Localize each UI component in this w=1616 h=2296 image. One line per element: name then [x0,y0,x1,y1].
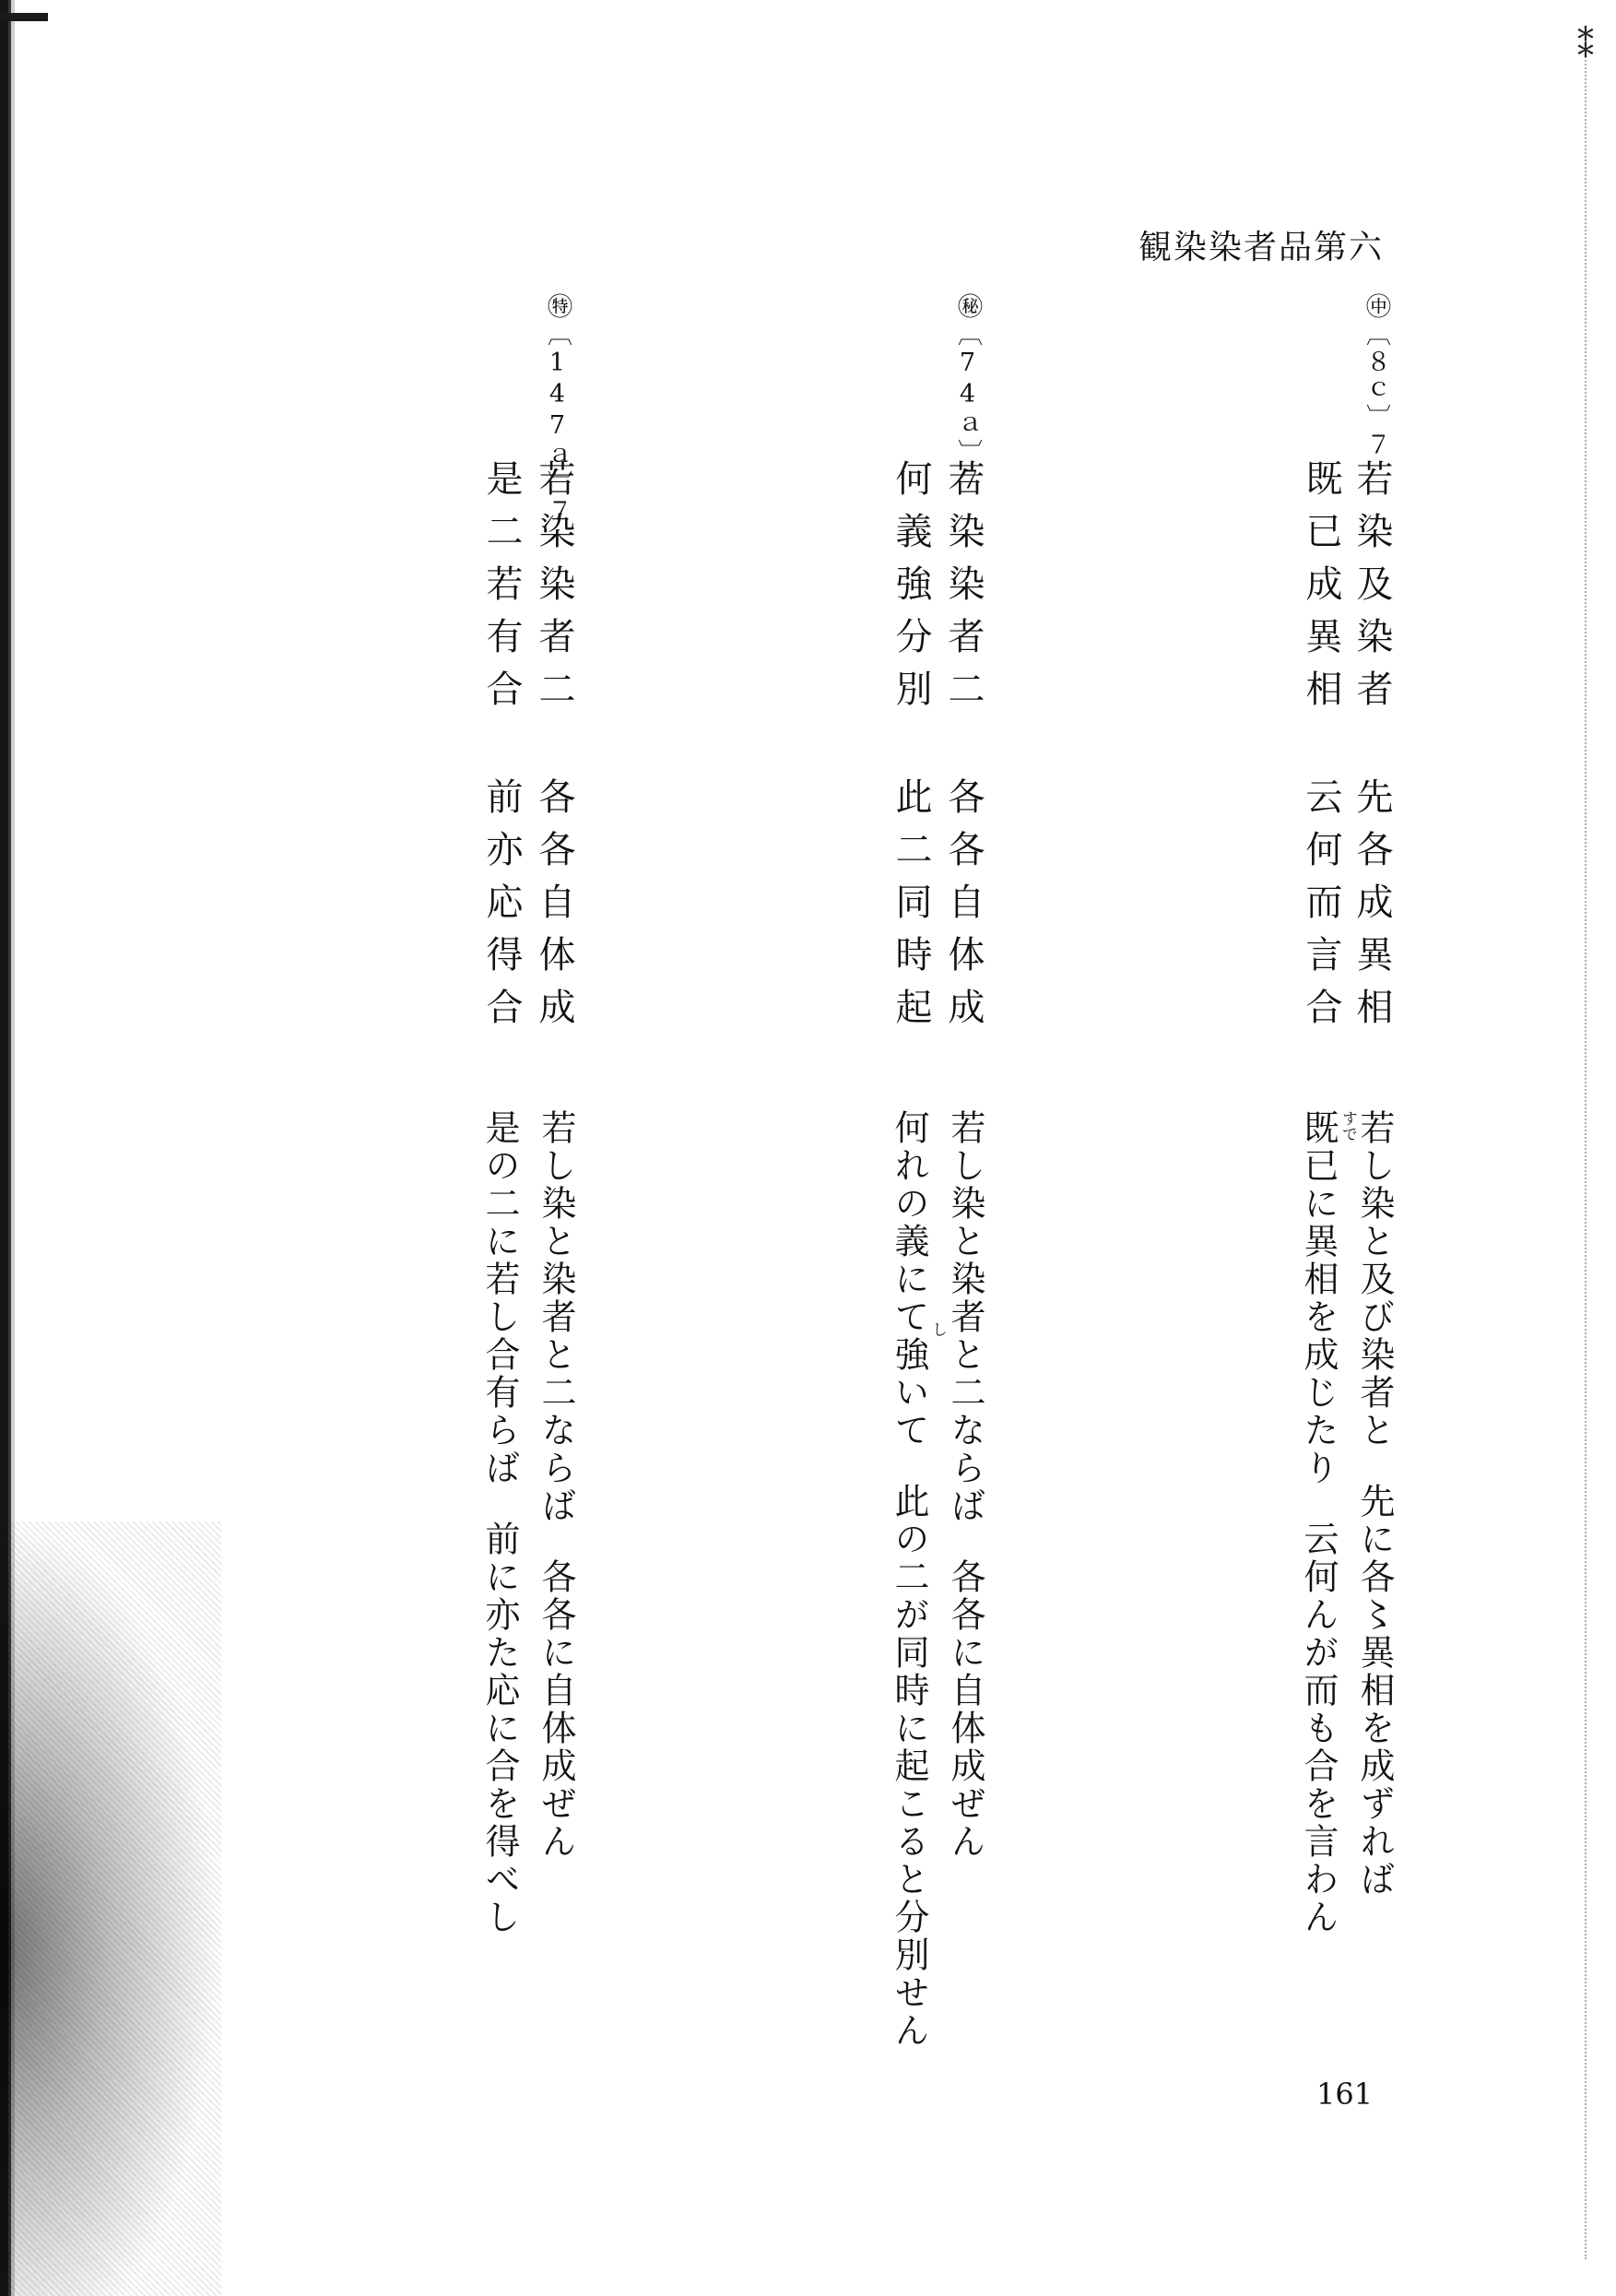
edge-mark: ⁑ [1577,28,1594,65]
section-1-verse-line-2 [1300,459,1342,1040]
verse-half: 前亦応得合 [480,777,523,1040]
verse-half: 是二若有合 [480,459,523,722]
section-3-translation-line-2 [479,1109,520,1936]
furigana: すで [1339,1110,1357,1142]
section-3-ref: ㊕〔147ａ〕７ [543,293,572,526]
translation-half: 各各に自体成ぜん [536,1558,576,1861]
verse-half: 先各成異相 [1351,777,1393,1040]
section-3-translation-line-1 [536,1109,576,1861]
verse-half: 若染染者二 [533,459,575,722]
corner-mark [0,13,48,21]
section-2-verse-line-1 [942,459,985,1040]
section-1-ref: ㊥〔８ｃ〕７ [1362,293,1390,459]
section-3-verse-line-2 [480,459,523,1040]
verse-half: 各各自体成 [533,777,575,1040]
scan-smudge [0,1521,221,2296]
section-2-translation-line-1 [945,1109,985,1861]
verse-half: 何義強分別 [890,459,932,722]
translation-half: 云何んが而も合を言わん [1298,1521,1339,1936]
verse-half: 既已成異相 [1300,459,1342,722]
verse-half: 若染及染者 [1351,459,1393,722]
section-2-ref: ㊙〔74ａ〕７ [953,293,982,494]
translation-half: 前に亦た応に合を得べし [479,1521,520,1936]
translation-half: 若し染と染者と二ならば [536,1109,576,1525]
section-2-verse-line-2 [890,459,932,1040]
translation-half: 各各に自体成ぜん [945,1558,985,1861]
section-1-translation-line-2 [1298,1109,1339,1936]
translation-half: 先に各〻異相を成ずれば [1354,1483,1395,1899]
section-1-translation-line-1 [1354,1109,1395,1899]
chapter-title: 観染染者品第六 [1138,229,1385,266]
page-edge [1585,28,1590,2259]
translation-half: 若し染と染者と二ならば [945,1109,985,1525]
page-number: 161 [1316,2077,1374,2112]
translation-half: 此の二が同時に起こると分別せん [889,1483,929,2050]
translation-half: 是の二に若し合有らば [479,1109,520,1487]
verse-half: 云何而言合 [1300,777,1342,1040]
verse-half: 各各自体成 [942,777,985,1040]
section-2-translation-line-2 [889,1109,929,2050]
section-3-verse-line-1 [533,459,575,1040]
translation-half: 若し染と及び染者と [1354,1109,1395,1450]
translation-half: 何れの義にて強いて [889,1109,929,1450]
verse-half: 此二同時起 [890,777,932,1040]
furigana: し [928,1321,947,1337]
translation-half: 既已に異相を成じたり [1298,1109,1339,1487]
verse-half: 若染染者二 [942,459,985,722]
section-1-verse-line-1 [1351,459,1393,1040]
